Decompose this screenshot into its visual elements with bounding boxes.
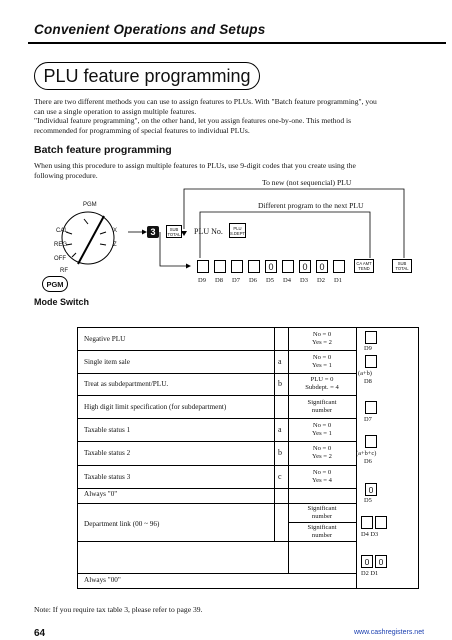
result-box-d8 <box>365 355 377 368</box>
table-value: number <box>311 513 333 521</box>
table-row-label: Taxable status 2 <box>84 449 131 457</box>
table-row-letter: a <box>278 357 282 366</box>
table-row-label: Negative PLU <box>84 335 126 343</box>
digit-label: D9 <box>198 277 206 284</box>
table-row-label: High digit limit specification (for subdepartment) <box>84 403 227 411</box>
table-value-cell <box>290 422 354 438</box>
table-row-letter: a <box>278 425 282 434</box>
intro-line: recommended for programming of special features to individual PLUs. <box>34 125 250 135</box>
table-row-label: Taxable status 1 <box>84 426 131 434</box>
result-box-d4 <box>361 516 373 529</box>
table-value: Yes = 2 <box>312 453 332 461</box>
procedure-line: When using this procedure to assign multiple features to PLUs, use 9-digit codes that you create using the <box>34 161 356 170</box>
intro-line: "Individual feature programming", on the other hand, let you assign features one-by-one. This method is <box>34 116 352 126</box>
table-value-cell <box>290 376 354 392</box>
key-subtotal-end[interactable]: SUB TOTAL <box>392 259 412 273</box>
result-label-d6: D6 <box>364 458 372 465</box>
table-value: Significant <box>307 524 337 531</box>
result-box-d3 <box>375 516 387 529</box>
digit-label: D4 <box>283 277 291 284</box>
digit-box-d3: 0 <box>299 260 311 273</box>
mode-label-cal: CAL <box>56 228 68 234</box>
table-value: No = 0 <box>312 469 332 476</box>
mode-badge-pgm <box>42 276 68 292</box>
digit-box-d7 <box>231 260 243 273</box>
table-value: No = 0 <box>312 354 332 361</box>
table-value-cell <box>290 445 354 461</box>
table-row-label: Always "0" <box>84 490 118 498</box>
table-value-cell <box>290 354 354 370</box>
table-value: number <box>311 532 333 540</box>
result-label-d7: D7 <box>364 416 372 423</box>
result-box-d5: 0 <box>365 483 377 496</box>
table-value-cell <box>290 505 354 521</box>
key-subtotal[interactable]: SUB TOTAL <box>167 226 181 237</box>
digit-label: D7 <box>232 277 240 284</box>
loop-label-different-program: Different program to the next PLU <box>258 201 364 210</box>
result-box-d9 <box>365 331 377 344</box>
table-row-line <box>78 503 356 504</box>
result-box-d6 <box>365 435 377 448</box>
loop-label-new-plu: To new (not sequencial) PLU <box>262 178 352 187</box>
table-value: Yes = 1 <box>312 362 332 370</box>
table-value: PLU = 0 <box>310 376 334 383</box>
procedure-line: following procedure. <box>34 170 98 180</box>
table-row-line <box>78 395 356 396</box>
digit-box-d8 <box>214 260 226 273</box>
result-label-d5: D5 <box>364 497 372 504</box>
result-box-d1: 0 <box>375 555 387 568</box>
table-value: number <box>311 407 333 415</box>
key-3[interactable]: 3 <box>147 226 159 238</box>
section-header: Convenient Operations and Setups <box>34 22 266 37</box>
digit-label: D3 <box>300 277 308 284</box>
digit-label: D8 <box>215 277 223 284</box>
mode-switch-caption: Mode Switch <box>34 297 90 307</box>
table-row-label: Single item sale <box>84 358 130 366</box>
result-label-d4d3: D4 D3 <box>361 531 379 538</box>
table-row-label: Department link (00 ~ 96) <box>84 520 160 528</box>
table-row-letter: c <box>278 472 282 481</box>
page-number: 64 <box>34 628 46 639</box>
table-row-label: Always "00" <box>84 576 121 584</box>
subheading: Batch feature programming <box>34 144 172 156</box>
table-row-line <box>78 488 356 489</box>
table-row-line <box>78 350 356 351</box>
digit-box-d6 <box>248 260 260 273</box>
digit-box-d5: 0 <box>265 260 277 273</box>
table-value: Subdept. = 4 <box>305 384 339 392</box>
digit-label: D2 <box>317 277 325 284</box>
digit-box-d1 <box>333 260 345 273</box>
result-box-d2: 0 <box>361 555 373 568</box>
intro-line: There are two different methods you can use to assign features to PLUs. With "Batch feature programming", you <box>34 97 377 106</box>
table-row-label: Treat as subdepartment/PLU. <box>84 380 169 388</box>
key-ca-amt-tend[interactable]: CA AMT TEND <box>354 259 374 273</box>
result-label-d2d1: D2 D1 <box>361 570 379 577</box>
table-value: No = 0 <box>312 422 332 429</box>
table-value: No = 0 <box>312 331 332 338</box>
table-row-letter: b <box>278 448 282 457</box>
mode-label-reg: REG <box>54 242 68 248</box>
result-label-d8: D8 <box>364 378 372 385</box>
digit-box-d9 <box>197 260 209 273</box>
table-value: Yes = 2 <box>312 339 332 347</box>
table-value-cell <box>290 469 354 485</box>
table-value: Yes = 4 <box>312 477 332 485</box>
table-value-cell <box>290 399 354 415</box>
mode-label-pgm-top: PGM <box>83 202 97 208</box>
table-value-cell <box>290 331 354 347</box>
digit-label: D5 <box>266 277 274 284</box>
digit-box-d2: 0 <box>316 260 328 273</box>
footnote: Note: If you require tax table 3, please refer to page 39. <box>34 605 203 614</box>
digit-label: D1 <box>334 277 342 284</box>
mode-label-rf: RF <box>60 268 68 274</box>
digit-box-d4 <box>282 260 294 273</box>
table-row-line <box>78 373 356 374</box>
intro-line: can use a single operation to assign multiple features. <box>34 106 197 116</box>
digit-label: D6 <box>249 277 257 284</box>
table-row-line <box>288 522 356 523</box>
table-value-cell <box>290 524 354 540</box>
mode-label-off: OFF <box>54 256 66 262</box>
table-row-label: Taxable status 3 <box>84 473 131 481</box>
key-plu-sdept[interactable]: PLU S.DEPT <box>229 223 246 238</box>
table-row-line <box>78 441 356 442</box>
result-formula-d8: (a+b) <box>358 370 372 377</box>
result-box-d7 <box>365 401 377 414</box>
table-row-line <box>78 573 356 574</box>
plu-no-label: PLU No. <box>194 227 223 236</box>
website-link[interactable]: www.cashregisters.net <box>354 629 425 636</box>
table-row-line <box>78 465 356 466</box>
table-divider <box>274 328 275 541</box>
table-divider <box>288 328 289 573</box>
table-row-line <box>78 418 356 419</box>
table-value: Significant <box>307 399 337 406</box>
feature-table <box>77 327 419 589</box>
table-value: No = 0 <box>312 445 332 452</box>
mode-label-z: Z <box>113 242 117 248</box>
mode-badge-pgm-text: PGM <box>46 279 64 289</box>
table-value: Yes = 1 <box>312 430 332 438</box>
result-formula-d6: (a+b+c) <box>356 450 377 457</box>
table-row-letter: b <box>278 379 282 388</box>
page-title-text: PLU feature programming <box>43 65 251 86</box>
table-row-line <box>78 541 356 542</box>
table-value: Significant <box>307 505 337 512</box>
table-divider <box>356 328 357 588</box>
result-label-d9: D9 <box>364 345 372 352</box>
mode-label-x: X <box>113 228 118 234</box>
